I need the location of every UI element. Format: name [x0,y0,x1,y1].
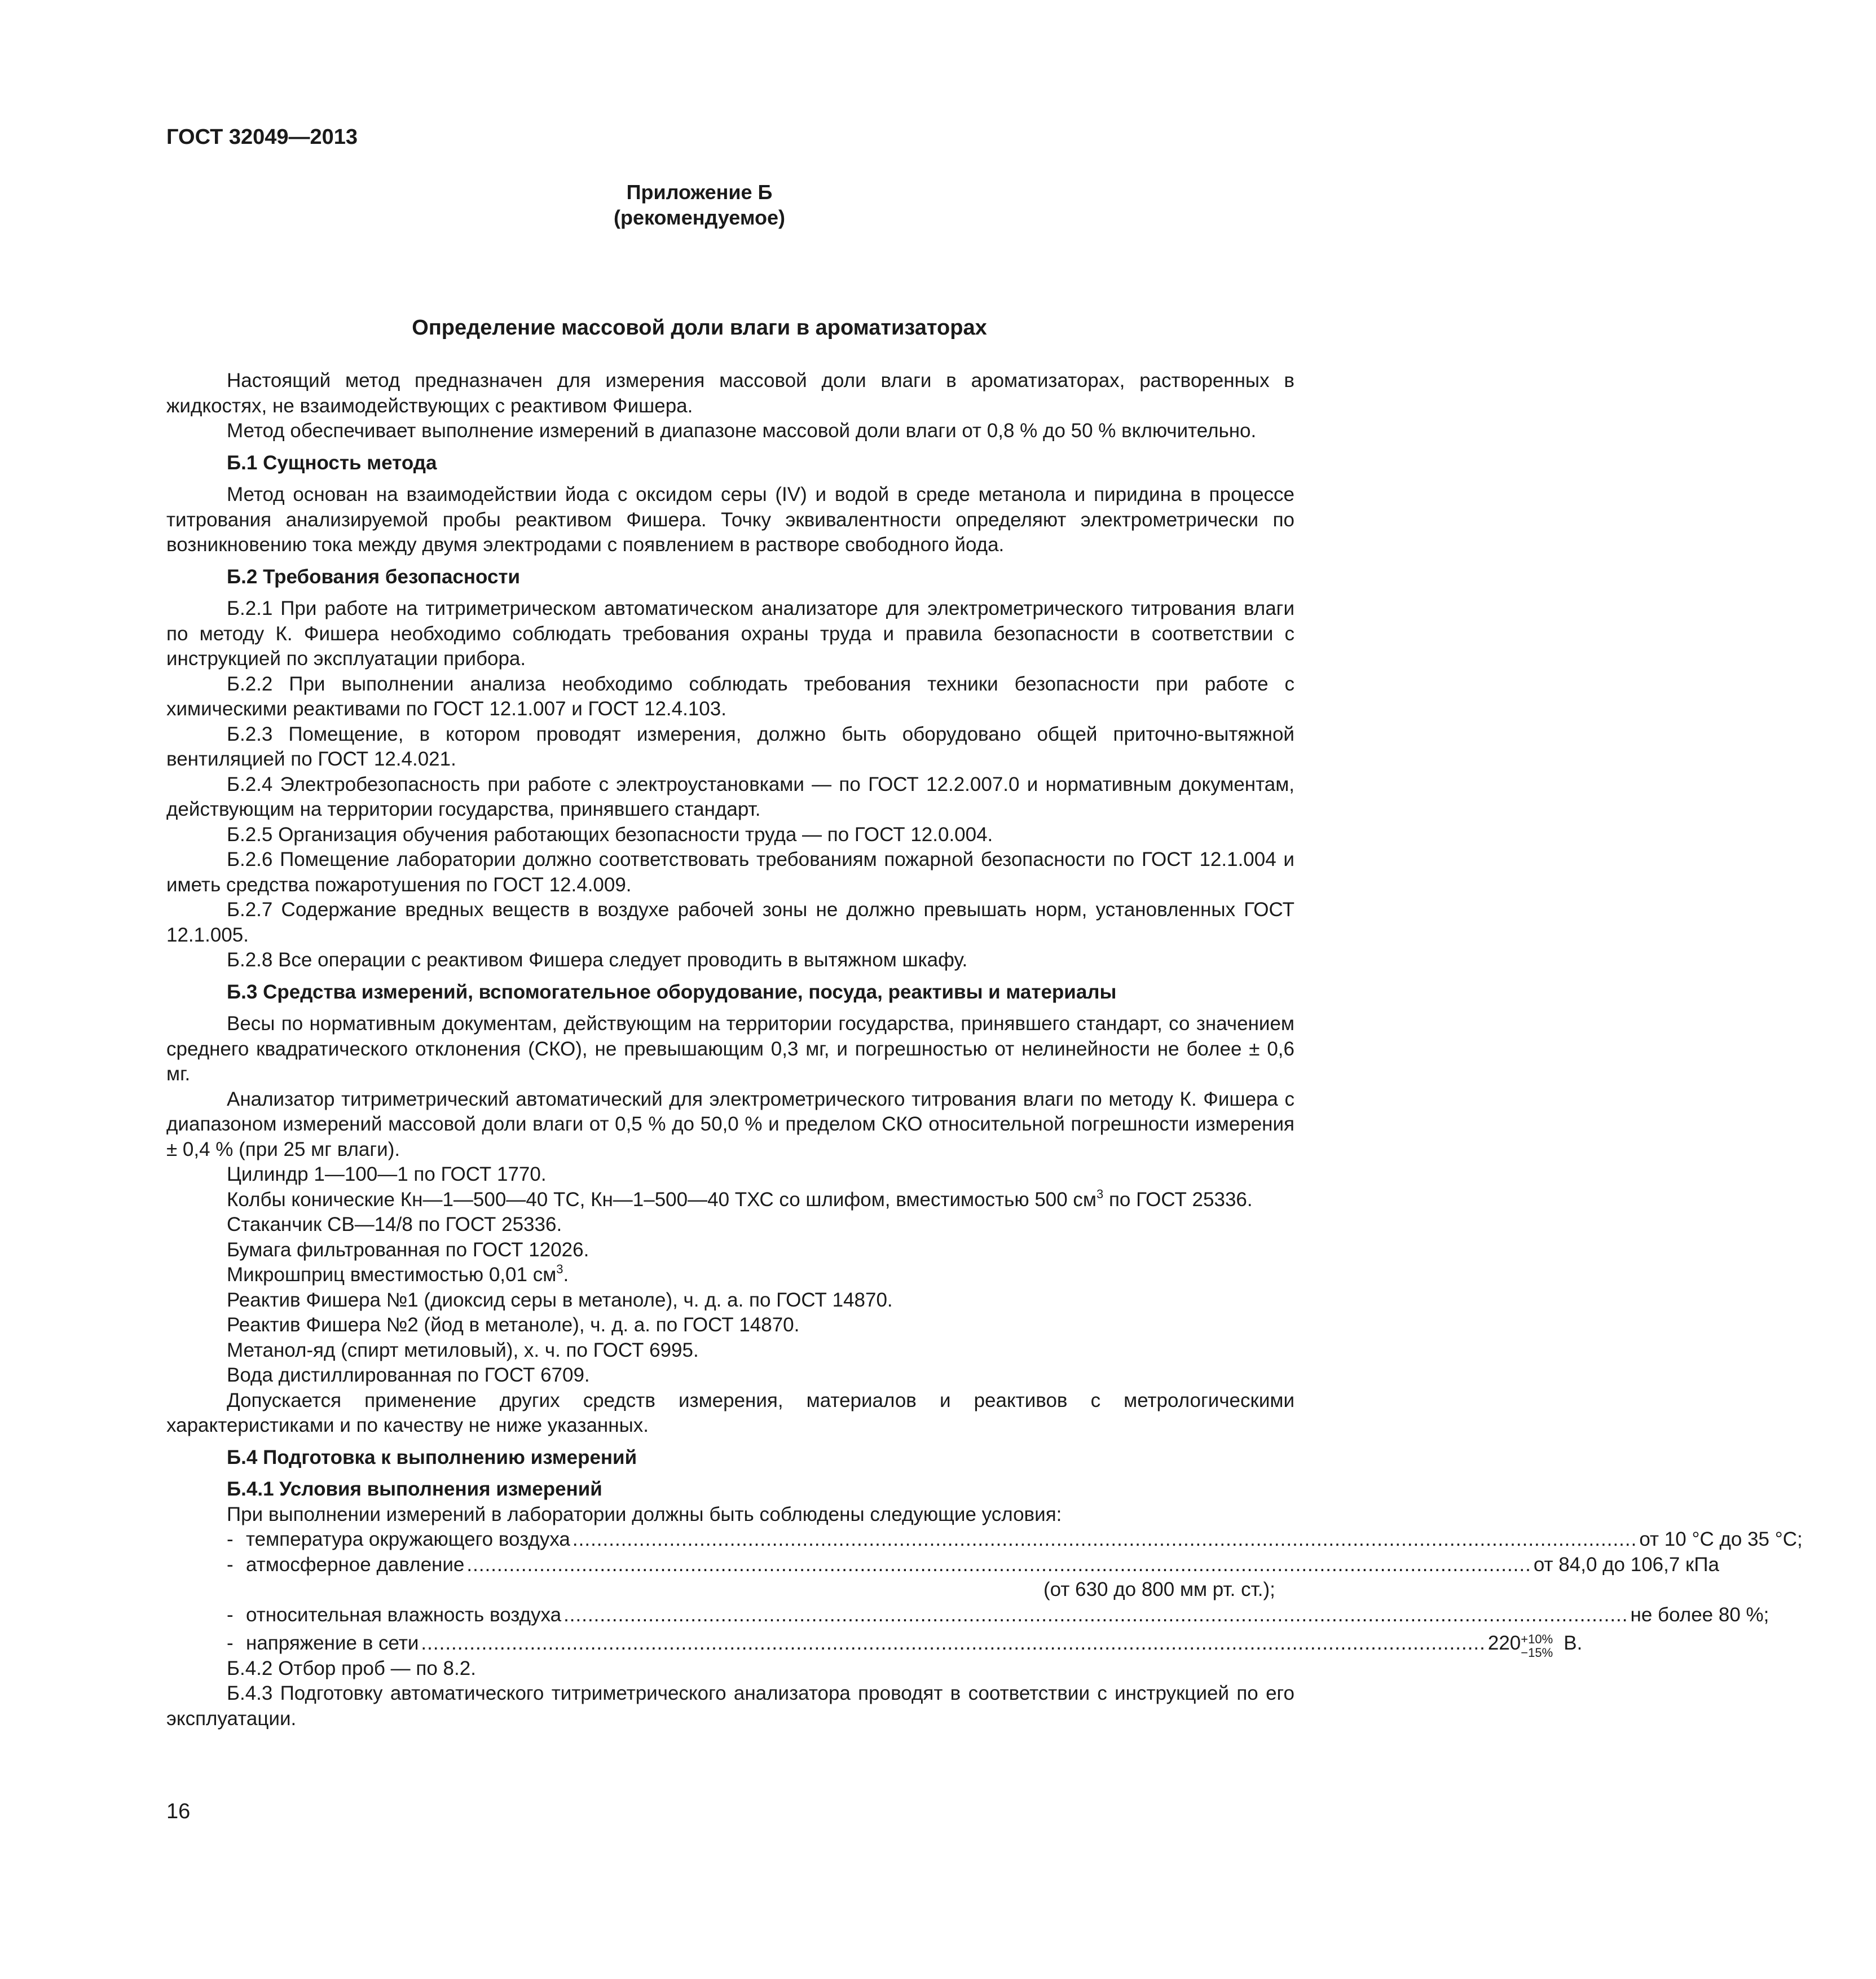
clause-b2-3: Б.2.3 Помещение, в котором проводят измерения, должно быть оборудовано общей приточно-вытяжной вентиляцией по ГОСТ 12.4.021. [166,723,1294,770]
equipment-item: Бумага фильтрованная по ГОСТ 12026. [227,1238,589,1261]
list-dash: - [227,1528,234,1550]
section-heading-b4: Б.4 Подготовка к выполнению измерений [227,1446,637,1468]
equipment-item: Реактив Фишера №1 (диоксид серы в метаноле), ч. д. а. по ГОСТ 14870. [227,1288,893,1311]
clause-b4-3: Б.4.3 Подготовку автоматического титриметрического анализатора проводят в соответствии с инструкцией по его эксплуатации. [166,1682,1294,1730]
dot-leader: ................................................................................................................................................................................ [421,1632,1486,1654]
section-heading-b2: Б.2 Требования безопасности [227,565,521,588]
dot-leader: ................................................................................................................................................................................ [466,1553,1531,1576]
clause-b2-1: Б.2.1 При работе на титриметрическом автоматическом анализаторе для электрометрического титрования влаги по методу К. Фишера необходимо соблюдать требования охраны труда и правила безопасности в соответствии с инструкцией по эксплуатации прибора. [166,597,1294,670]
equipment-item: Реактив Фишера №2 (йод в метаноле), ч. д. а. по ГОСТ 14870. [227,1314,800,1336]
tolerance-upper: +10% [1521,1632,1553,1646]
intro-paragraph: Метод обеспечивает выполнение измерений в диапазоне массовой доли влаги от 0,8 % до 50 % включительно. [227,420,1257,442]
section-heading-b3: Б.3 Средства измерений, вспомогательное оборудование, посуда, реактивы и материалы [227,980,1117,1003]
item-text: . [563,1264,569,1286]
condition-label: напряжение в сети [246,1632,419,1654]
clause-b2-4: Б.2.4 Электробезопасность при работе с электроустановками — по ГОСТ 12.2.007.0 и нормативным документам, действующим на территории государства, принявшего стандарт. [166,773,1294,820]
annex-heading: Определение массовой доли влаги в ароматизаторах [412,316,987,340]
list-dash: - [227,1553,234,1576]
condition-label: относительная влажность воздуха [246,1603,562,1626]
document-body [166,368,1803,1731]
condition-value: от 10 °С до 35 °С; [1639,1528,1803,1550]
paragraph: Анализатор титриметрический автоматический для электрометрического титрования влаги по методу К. Фишера с диапазоном измерений массовой доли влаги от 0,5 % до 50,0 % и пределом СКО относительной погрешности измерения ± 0,4 % (при 25 мг влаги). [166,1088,1294,1160]
equipment-item: Цилиндр 1—100—1 по ГОСТ 1770. [227,1163,547,1185]
condition-row [166,1527,1803,1553]
list-dash: - [227,1632,234,1654]
clause-b2-7: Б.2.7 Содержание вредных веществ в воздухе рабочей зоны не должно превышать норм, установленных ГОСТ 12.1.005. [166,899,1294,946]
condition-continuation: (от 630 до 800 мм рт. ст.); [1043,1578,1275,1600]
clause-b2-2: Б.2.2 При выполнении анализа необходимо соблюдать требования техники безопасности при работе с химическими реактивами по ГОСТ 12.1.007 и ГОСТ 12.4.103. [166,672,1294,720]
condition-value: от 84,0 до 106,7 кПа [1533,1553,1719,1576]
tolerance [1521,1632,1564,1660]
condition-row [166,1603,1769,1628]
subsection-heading-b4-1: Б.4.1 Условия выполнения измерений [227,1478,602,1500]
paragraph: Допускается применение других средств измерения, материалов и реактивов с метрологическими характеристиками и по качеству не ниже указанных. [166,1389,1294,1436]
voltage-value: 220 [1487,1632,1521,1654]
dot-leader: ................................................................................................................................................................................ [572,1528,1637,1550]
condition-label: атмосферное давление [246,1553,465,1576]
list-dash: - [227,1603,234,1626]
page-number: 16 [166,1800,191,1823]
annex-title: Приложение Б [626,181,773,204]
equipment-item: Стаканчик СВ—14/8 по ГОСТ 25336. [227,1213,562,1235]
document-header: ГОСТ 32049—2013 [166,125,358,149]
clause-b2-5: Б.2.5 Организация обучения работающих безопасности труда — по ГОСТ 12.0.004. [227,823,993,846]
tolerance-lower: −15% [1521,1646,1553,1660]
equipment-item [166,1188,1294,1213]
equipment-item [166,1263,1294,1288]
condition-row [166,1553,1719,1578]
superscript: 3 [1096,1186,1104,1201]
clause-b4-2: Б.4.2 Отбор проб — по 8.2. [227,1657,476,1679]
item-text: Микрошприц вместимостью 0,01 см [227,1264,557,1286]
superscript: 3 [556,1262,563,1276]
item-text: по ГОСТ 25336. [1103,1188,1253,1211]
equipment-item: Метанол-яд (спирт метиловый), х. ч. по ГОСТ 6995. [227,1339,699,1361]
item-text: Колбы конические Кн—1—500—40 ТС, Кн—1–500—40 ТХС со шлифом, вместимостью 500 см [227,1188,1096,1211]
condition-row [166,1631,1583,1660]
clause-b2-6: Б.2.6 Помещение лаборатории должно соответствовать требованиям пожарной безопасности по ГОСТ 12.1.004 и иметь средства пожаротушения по ГОСТ 12.4.009. [166,848,1294,896]
intro-paragraph: Настоящий метод предназначен для измерения массовой доли влаги в ароматизаторах, растворенных в жидкостях, не взаимодействующих с реактивом Фишера. [166,370,1294,417]
section-heading-b1: Б.1 Сущность метода [227,451,437,474]
paragraph: При выполнении измерений в лаборатории должны быть соблюдены следующие условия: [227,1503,1062,1525]
voltage-unit: В. [1564,1632,1583,1654]
clause-b2-8: Б.2.8 Все операции с реактивом Фишера следует проводить в вытяжном шкафу. [227,949,968,971]
condition-value: не более 80 %; [1630,1603,1769,1626]
paragraph: Весы по нормативным документам, действующим на территории государства, принявшего стандарт, со значением среднего квадратического отклонения (СКО), не превышающим 0,3 мг, и погрешностью от нелинейности не более ± 0,6 мг. [166,1013,1294,1085]
paragraph: Метод основан на взаимодействии йода с оксидом серы (IV) и водой в среде метанола и пиридина в процессе титрования анализируемой пробы реактивом Фишера. Точку эквивалентности определяют электрометрически по возникновению тока между двумя электродами с появлением в растворе свободного йода. [166,483,1294,556]
dot-leader: ................................................................................................................................................................................ [563,1603,1628,1626]
annex-status: (рекомендуемое) [614,206,785,229]
condition-label: температура окружающего воздуха [246,1528,570,1550]
equipment-item: Вода дистиллированная по ГОСТ 6709. [227,1364,590,1386]
condition-value [1487,1631,1725,1660]
